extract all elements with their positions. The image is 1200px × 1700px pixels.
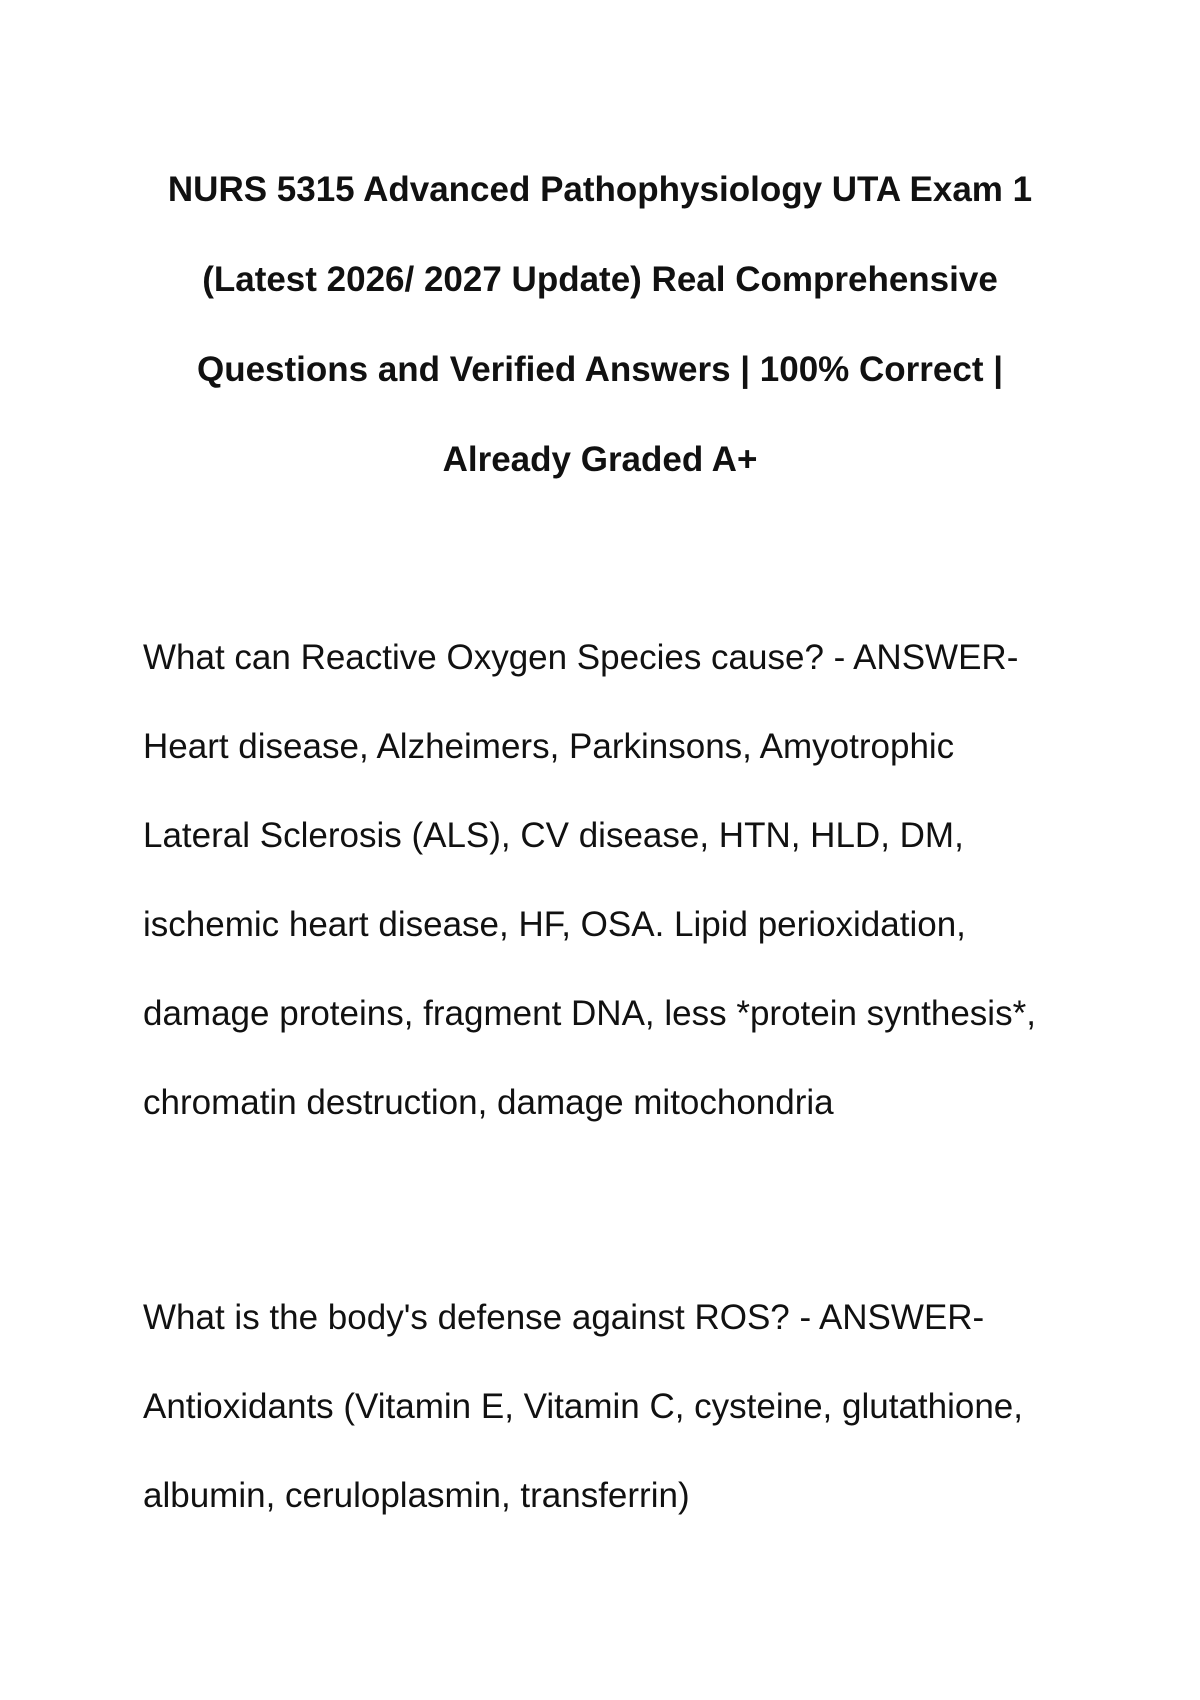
qa-line: What can Reactive Oxygen Species cause? - ANSWER- [143,638,1019,677]
qa-line: Heart disease, Alzheimers, Parkinsons, Amyotrophic [143,727,955,766]
qa-line: damage proteins, fragment DNA, less *protein synthesis*, [143,994,1036,1033]
qa-line: chromatin destruction, damage mitochondria [143,1083,834,1122]
qa-line: What is the body's defense against ROS? - ANSWER- [143,1298,985,1337]
title-line-3: Questions and Verified Answers | 100% Correct | [196,350,1004,389]
qa-item-ros-defense [143,1273,1083,1540]
qa-line: albumin, ceruloplasmin, transferrin) [143,1476,690,1515]
qa-line: Lateral Sclerosis (ALS), CV disease, HTN, HLD, DM, [143,816,964,855]
title-line-2: (Latest 2026/ 2027 Update) Real Comprehensive [202,260,998,299]
title-line-4: Already Graded A+ [442,440,758,479]
document-title [140,145,1060,505]
qa-item-ros-causes [143,613,1083,1147]
title-line-1: NURS 5315 Advanced Pathophysiology UTA Exam 1 [167,170,1033,209]
qa-line: Antioxidants (Vitamin E, Vitamin C, cysteine, glutathione, [143,1387,1023,1426]
qa-line: ischemic heart disease, HF, OSA. Lipid perioxidation, [143,905,966,944]
